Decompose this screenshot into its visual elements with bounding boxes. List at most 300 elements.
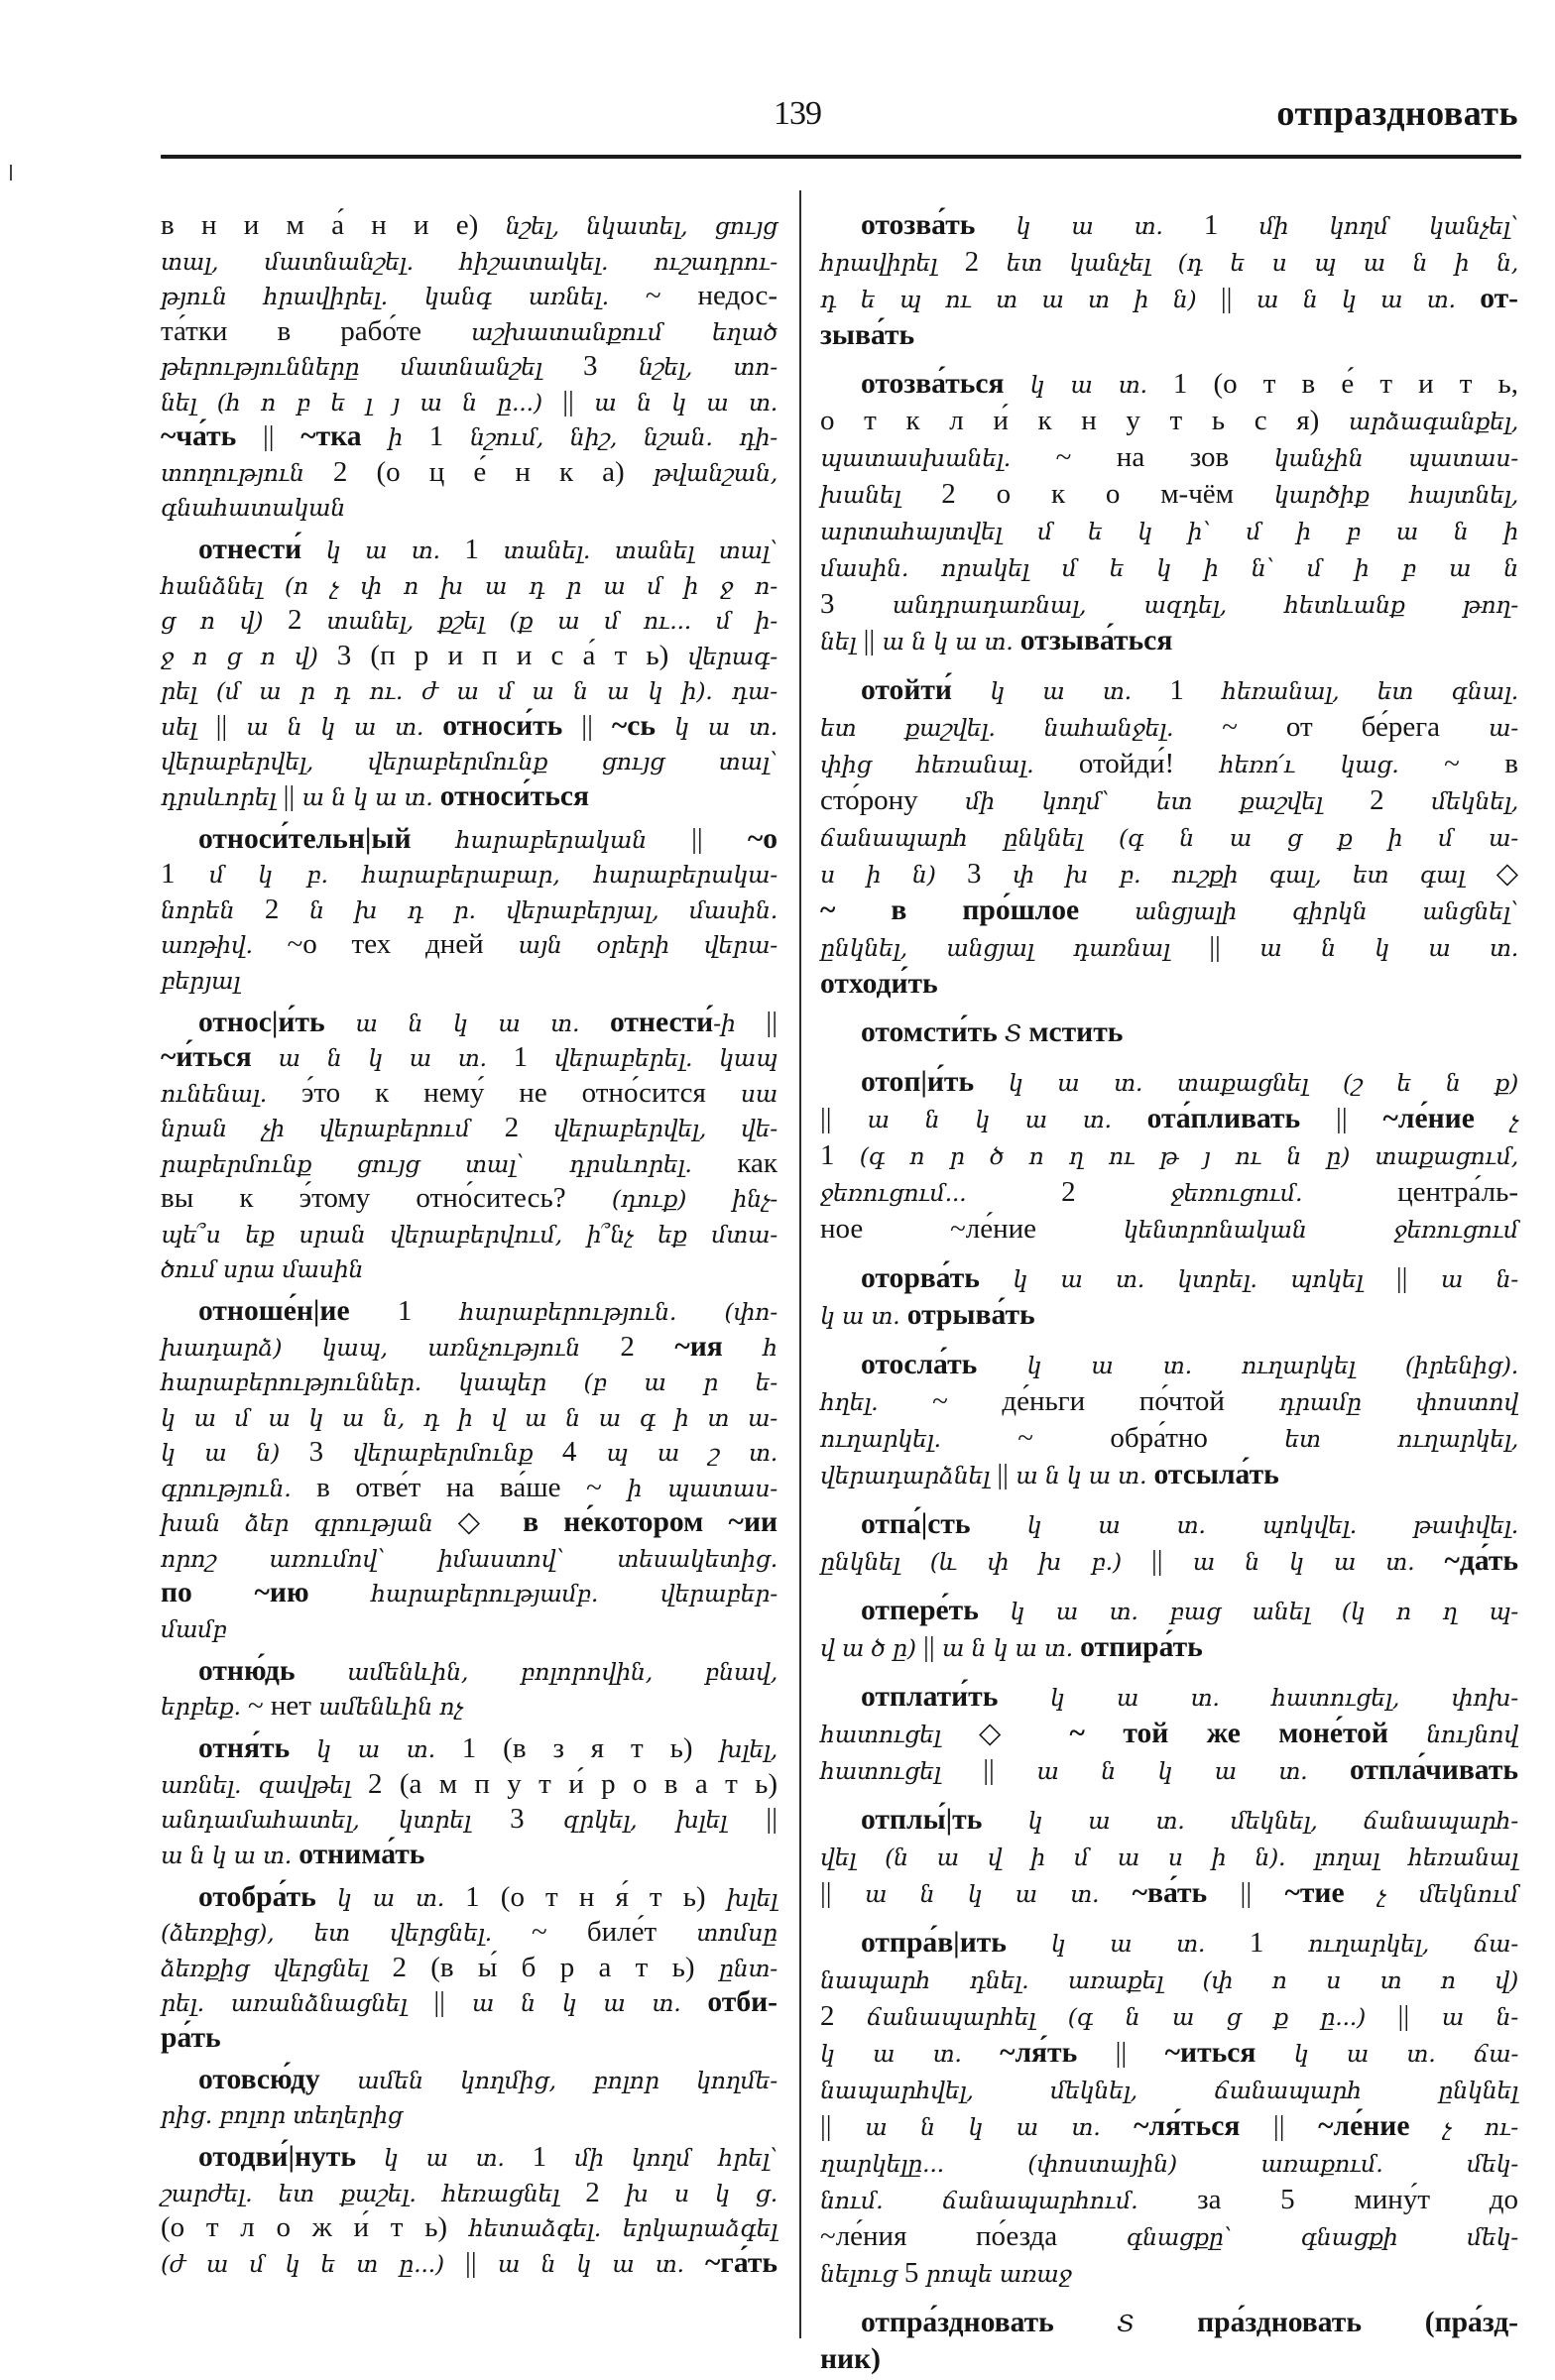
- entry-line: [161, 533, 778, 568]
- entry-line: [161, 603, 778, 639]
- armenian-text: րաբերմունք ցույց տալ՝ դրսևորել.: [161, 1149, 692, 1178]
- headword: зыва́ть: [820, 319, 915, 351]
- armenian-text: նույնով: [1426, 1721, 1519, 1748]
- entry-line: [161, 2021, 778, 2056]
- armenian-text: ա ն կ ա տ.: [941, 1634, 1073, 1662]
- armenian-text: ղարկելը... (փոստային) առաքում. մեկ-: [820, 2150, 1518, 2178]
- armenian-text: խ ս կ ց.: [625, 2179, 778, 2207]
- armenian-text: գնացքը՝ գնացքի մեկ-: [1126, 2223, 1518, 2251]
- entry-line: [820, 2341, 1518, 2377]
- armenian-text: կ ա տ.: [674, 712, 778, 741]
- entry-line: [820, 366, 1518, 403]
- russian-text: отойди́!: [1078, 748, 1175, 779]
- armenian-text: թյուն հրավիրել. կանգ առնել.: [161, 283, 609, 310]
- entry-line: [820, 1101, 1518, 1137]
- entry-line: [820, 403, 1518, 439]
- russian-text: ||: [820, 1103, 832, 1134]
- right-column: [820, 207, 1518, 2377]
- russian-text: 2 (а м п у т и́ р о в а т ь): [367, 1767, 778, 1800]
- armenian-text: ուղարկել.: [820, 1425, 941, 1453]
- entry-line: [161, 709, 778, 745]
- armenian-text: հարաբերություններ. կապեր (բ ա ր ե-: [161, 1368, 778, 1396]
- headword: относ|и́ть: [198, 1006, 325, 1038]
- headword: отнести́: [198, 534, 302, 565]
- dictionary-entry: [820, 1064, 1518, 1248]
- russian-text: в отве́т на ва́ше ~: [316, 1471, 602, 1503]
- armenian-text: ընկնել (և փ խ բ.): [820, 1548, 1122, 1576]
- armenian-text: ի պատաս-: [627, 1474, 778, 1502]
- entry-line: [161, 1400, 778, 1436]
- entry-line: [161, 1654, 778, 1690]
- russian-text: 1: [464, 534, 479, 565]
- entry-line: [161, 2097, 778, 2133]
- armenian-text: ա ն կ ա տ.: [864, 1880, 1100, 1908]
- dictionary-entry: [161, 1880, 778, 2056]
- armenian-text: սել: [161, 712, 197, 741]
- russian-text: ◇: [978, 1718, 1032, 1749]
- russian-text: ||: [433, 1986, 445, 2018]
- armenian-text: գրություն.: [161, 1474, 292, 1502]
- russian-text: ~ от бе́рега: [1222, 711, 1441, 743]
- russian-text: ||: [691, 822, 703, 855]
- armenian-text: կ ա տ. տաքացնել (շ ե ն ք): [1008, 1069, 1519, 1097]
- entry-line: [161, 2063, 778, 2098]
- russian-text: 2 о к о м-чём: [941, 478, 1235, 510]
- entry-line: [820, 2182, 1518, 2218]
- armenian-text: այն օրերի վերա-: [518, 931, 778, 959]
- russian-text: 1: [428, 420, 444, 452]
- entry-line: [161, 1951, 778, 1986]
- russian-text: 1: [1203, 209, 1219, 241]
- dictionary-entry: [161, 533, 778, 814]
- entry-line: [820, 1457, 1518, 1493]
- armenian-text: նրան չի վերաբերում: [161, 1115, 470, 1142]
- armenian-text: վերադարձնել: [820, 1462, 991, 1489]
- armenian-text: դրամը փոստով: [1278, 1388, 1519, 1416]
- entry-line: [161, 1365, 778, 1400]
- armenian-text: կ ա ն): [161, 1439, 280, 1467]
- headword: отойти́: [861, 674, 952, 706]
- dictionary-entry: [820, 1506, 1518, 1580]
- armenian-text: կ ա տ. ուղարկել (իրենից).: [1026, 1352, 1518, 1379]
- russian-text: ||: [983, 1754, 995, 1786]
- armenian-text: հետաձգել. երկարաձգել: [468, 2214, 778, 2242]
- entry-line: [820, 709, 1518, 746]
- dictionary-entry: [161, 1294, 778, 1646]
- armenian-text: նապարհ դնել. առաքել (փ ո ս տ ո վ): [820, 1966, 1518, 1994]
- armenian-text: ետ ուղարկել,: [1284, 1425, 1519, 1453]
- entry-line: [161, 1006, 778, 1041]
- armenian-text: ջեռուցում...: [820, 1179, 967, 1207]
- left-column: [161, 208, 778, 2281]
- entry-line: [820, 929, 1518, 966]
- armenian-text: նելուց: [820, 2260, 897, 2288]
- headword: отби-: [707, 1986, 778, 2018]
- armenian-text: -ի: [713, 1009, 736, 1037]
- armenian-text: անցյալի գիրկն անցնել՝: [1135, 897, 1519, 925]
- russian-text: в н и м а́ н и е): [161, 209, 479, 241]
- entry-line: [820, 782, 1518, 819]
- armenian-text: հեռո՛ւ կաց.: [1219, 751, 1399, 778]
- armenian-text: ամենևին ոչ: [318, 1693, 463, 1721]
- headword: ник): [820, 2343, 881, 2375]
- armenian-text: վ ա ծ ը): [820, 1634, 916, 1662]
- armenian-text: առթիվ.: [161, 931, 253, 959]
- entry-line: [820, 856, 1518, 892]
- armenian-text: չ մեկնում: [1376, 1880, 1519, 1908]
- armenian-text: մասին. որակել մ ե կ ի ն՝ մ ի բ ա ն: [820, 554, 1518, 582]
- russian-text: ||: [283, 779, 296, 812]
- russian-text: ~ де́ньги по́чтой: [932, 1385, 1225, 1417]
- armenian-text: ա ն կ ա տ.: [1259, 934, 1519, 962]
- entry-line: [820, 1137, 1518, 1174]
- armenian-text: ընտ-: [718, 1954, 778, 1982]
- headword: в не́котором ~ии: [523, 1506, 778, 1538]
- entry-line: [820, 207, 1518, 244]
- entry-line: [161, 279, 778, 314]
- headword: отня́ть: [198, 1732, 291, 1764]
- entry-line: [820, 623, 1518, 659]
- armenian-text: շարժել. ետ քաշել. հեռացնել: [161, 2179, 560, 2207]
- russian-text: э́то к нему́ не отно́сится: [300, 1076, 706, 1109]
- headword: ота́пливать: [1146, 1103, 1301, 1134]
- entry-line: [161, 1076, 778, 1112]
- armenian-text: ա ն կ ա տ.: [1192, 1548, 1415, 1576]
- russian-text: 1: [161, 858, 176, 890]
- headword: отходи́ть: [820, 968, 938, 1000]
- russian-text: 1: [1169, 674, 1184, 706]
- armenian-text: հանձնել (ո չ փ ո խ ա դ ր ա մ ի ջ ո-: [161, 571, 778, 600]
- armenian-text: ունենալ.: [161, 1079, 267, 1108]
- armenian-text: կ ա տ.: [1029, 371, 1147, 399]
- entry-line: [161, 314, 778, 350]
- armenian-text: կ ա տ. մեկնել, ճանապարհ-: [1027, 1807, 1519, 1835]
- armenian-text: կանչին պատաս-: [1273, 444, 1518, 472]
- russian-text: та́тки в рабо́те: [161, 314, 421, 347]
- armenian-text: խլել,: [719, 1735, 778, 1763]
- russian-text: 2: [1370, 784, 1384, 816]
- headword: отзыва́ться: [1019, 625, 1173, 656]
- armenian-text: փից հեռանալ.: [820, 751, 1034, 778]
- entry-line: [161, 1217, 778, 1252]
- armenian-text: նում. ճանապարհում.: [820, 2187, 1138, 2214]
- headword: ~ия: [674, 1330, 723, 1363]
- headword: ~тка: [300, 420, 362, 452]
- entry-line: [161, 963, 778, 999]
- armenian-text: վերաբերվել, վե-: [553, 1115, 778, 1142]
- armenian-text: ա ն կ ա տ.: [1016, 1462, 1147, 1489]
- armenian-text: կ ա տ.: [820, 1302, 900, 1330]
- headword: мстить: [1028, 1016, 1124, 1048]
- entry-line: [820, 2218, 1518, 2255]
- entry-line: [820, 439, 1518, 476]
- armenian-text: խլել: [726, 1883, 778, 1912]
- armenian-text: աշխատանքում եղած: [471, 317, 778, 346]
- russian-text: ||: [1272, 2110, 1285, 2142]
- entry-line: [820, 1998, 1518, 2035]
- entry-line: [820, 1752, 1518, 1789]
- russian-text: ~ нет: [247, 1690, 311, 1722]
- russian-text: ||: [766, 1803, 778, 1835]
- armenian-text: նշել, նկատել, ցույց: [505, 212, 778, 240]
- armenian-text: դրսևորել: [161, 782, 277, 811]
- armenian-text: կ ա տ.: [820, 2040, 962, 2068]
- headword: оторва́ть: [861, 1262, 980, 1294]
- entry-line: [161, 2210, 778, 2246]
- entry-line: [161, 892, 778, 928]
- dictionary-entry: [820, 207, 1518, 353]
- entry-line: [820, 1679, 1518, 1716]
- entry-line: [820, 1014, 1518, 1051]
- russian-text: ~ на зов: [1055, 441, 1230, 473]
- entry-line: [161, 822, 778, 858]
- scan-mark: [10, 165, 12, 180]
- entry-line: [161, 1767, 778, 1803]
- entry-line: [161, 1294, 778, 1330]
- entry-line: [161, 385, 778, 420]
- entry-line: [820, 2255, 1518, 2292]
- headword: отсыла́ть: [1153, 1459, 1279, 1490]
- armenian-text: նշել, տո-: [638, 353, 778, 381]
- russian-text: ное ~ле́ние: [820, 1213, 1037, 1245]
- dictionary-entry: [820, 1925, 1518, 2292]
- russian-text: ||: [863, 625, 876, 656]
- armenian-text: արտահայտվել մ ե կ ի՝ մ ի բ ա ն ի: [820, 518, 1518, 545]
- russian-text: ||: [1395, 1262, 1408, 1294]
- armenian-text: հարաբերությամբ. վերաբեր-: [371, 1580, 778, 1607]
- armenian-text: երբեք.: [161, 1693, 241, 1721]
- armenian-text: ա ն կ ա տ.: [471, 1989, 681, 2017]
- entry-line: [161, 1880, 778, 1916]
- armenian-text: ձեռքից վերցնել: [161, 1954, 369, 1982]
- entry-line: [820, 1593, 1518, 1629]
- entry-line: [820, 476, 1518, 513]
- armenian-text: կ ա մ ա կ ա ն, դ ի վ ա ն ա գ ի տ ա-: [161, 1403, 778, 1432]
- russian-text: 5: [903, 2257, 919, 2289]
- headword: ~ва́ть: [1132, 1877, 1208, 1909]
- russian-text: ||: [1220, 283, 1233, 314]
- armenian-text: ա ն կ ա տ.: [355, 1009, 580, 1037]
- armenian-text: ետ քաշվել. նահանջել.: [820, 714, 1174, 742]
- entry-line: [820, 819, 1518, 856]
- armenian-text: րել (մ ա ր դ ու. ժ ա մ ա ն ա կ ի). դա-: [161, 677, 778, 705]
- russian-text: ||: [262, 420, 275, 452]
- armenian-text: տոմսը: [696, 1919, 778, 1947]
- russian-text: 3: [967, 858, 982, 890]
- armenian-text: անդամահատել, կտրել: [161, 1806, 471, 1834]
- armenian-text: հ: [763, 1333, 778, 1362]
- entry-line: [161, 419, 778, 455]
- russian-text: центра́ль-: [1397, 1176, 1519, 1208]
- russian-text: как: [737, 1146, 778, 1179]
- armenian-text: կ ա տ.: [383, 2144, 505, 2172]
- entry-line: [820, 1875, 1518, 1912]
- armenian-text: մամբ: [161, 1614, 227, 1643]
- dictionary-entry: [161, 2140, 778, 2281]
- entry-line: [820, 513, 1518, 549]
- entry-line: [820, 1629, 1518, 1666]
- armenian-text: րել. առանձնացնել: [161, 1989, 408, 2017]
- entry-line: [820, 2035, 1518, 2072]
- entry-line: [820, 1064, 1518, 1101]
- entry-line: [820, 2108, 1518, 2145]
- column-divider: [799, 190, 801, 2338]
- russian-text: 1 (в з я т ь): [461, 1732, 693, 1764]
- entry-line: [820, 586, 1518, 623]
- entry-line: [820, 1925, 1518, 1962]
- armenian-text: ջ ո ց ո վ): [161, 642, 318, 670]
- armenian-text: ա ն-: [1440, 1265, 1519, 1293]
- armenian-text: կ ա տ.: [316, 1735, 435, 1763]
- russian-text: ~ обра́тно: [1017, 1422, 1208, 1454]
- armenian-text: հարաբերություն. (փո-: [459, 1298, 778, 1326]
- entry-line: [820, 1962, 1518, 1998]
- entry-line: [820, 1420, 1518, 1457]
- headword: отню́дь: [198, 1654, 296, 1687]
- entry-line: [820, 1506, 1518, 1543]
- dictionary-entry: [161, 2063, 778, 2133]
- entry-line: [161, 744, 778, 779]
- armenian-text: զրկել, խլել: [562, 1806, 728, 1834]
- armenian-text: չ ու-: [1443, 2113, 1519, 2141]
- russian-text: сто́рону: [820, 784, 918, 816]
- entry-line: [161, 1576, 778, 1611]
- armenian-text: ամենևին, բոլորովին, բնավ,: [347, 1657, 778, 1686]
- headword: относи́ть: [442, 709, 563, 742]
- headword: отнима́ть: [299, 1838, 425, 1870]
- russian-text: вы к э́тому отно́ситесь?: [161, 1182, 566, 1214]
- entry-line: [161, 857, 778, 892]
- russian-text: ~о тех дней: [287, 928, 484, 960]
- armenian-text: ի: [388, 423, 404, 451]
- russian-text: ||: [766, 1006, 778, 1038]
- armenian-text: ա ն կ ա տ.: [1036, 1757, 1308, 1785]
- russian-text: ||: [1240, 1877, 1253, 1909]
- armenian-text: ճանապարհ ընկնել (գ ն ա ց ք ի մ ա-: [820, 824, 1518, 852]
- russian-text: ||: [465, 2246, 477, 2279]
- armenian-text: որոշ առումով՝ իմաստով՝ տեսակետից.: [161, 1544, 778, 1573]
- armenian-text: ա ն կ ա տ.: [246, 712, 424, 741]
- dictionary-entry: [820, 1347, 1518, 1493]
- russian-text: ||: [1209, 931, 1221, 963]
- armenian-text: փ խ բ. ուշքի գալ, ետ գալ: [1013, 861, 1466, 889]
- armenian-text: սա: [740, 1079, 778, 1108]
- armenian-text: կ ա տ.: [1016, 212, 1163, 240]
- entry-line: [161, 1251, 778, 1287]
- russian-text: 2: [264, 892, 280, 925]
- headword: по ~ию: [161, 1577, 309, 1608]
- headword: ~ в про́шлое: [820, 894, 1080, 926]
- header-rule: [161, 155, 1521, 159]
- armenian-text: տանել, քշել (ք ա մ ու... մ ի-: [326, 607, 778, 635]
- armenian-text: նշում, նիշ, նշան. դի-: [469, 423, 778, 451]
- entry-line: [820, 892, 1518, 929]
- armenian-text: բերյալ: [161, 966, 241, 995]
- russian-text: (о т л о ж и́ т ь): [161, 2211, 448, 2243]
- armenian-text: նել: [820, 628, 857, 655]
- entry-line: [820, 1839, 1518, 1875]
- armenian-text: րոպե առաջ: [925, 2260, 1072, 2288]
- russian-text: ||: [1151, 1545, 1163, 1577]
- entry-line: [161, 927, 778, 963]
- armenian-text: խան ձեր գրության: [161, 1509, 433, 1537]
- armenian-text: խանել: [820, 481, 901, 509]
- russian-text: 3: [820, 588, 835, 620]
- armenian-text: վերաբերվել, վերաբերմունք ցույց տալ՝: [161, 748, 778, 775]
- entry-line: [820, 1174, 1518, 1211]
- armenian-text: կ ա տ. պոկվել. թափվել.: [1026, 1511, 1519, 1539]
- armenian-text: ա ն կ ա տ.: [865, 2113, 1101, 2141]
- armenian-text: հատուցել: [820, 1757, 941, 1785]
- entry-line: [820, 1347, 1518, 1383]
- russian-text: 3: [510, 1803, 525, 1835]
- dictionary-entry: [820, 1679, 1518, 1789]
- headword: отнести́: [609, 1006, 714, 1038]
- headword: отпра́в|ить: [861, 1927, 1007, 1959]
- russian-text: ||: [923, 1631, 935, 1663]
- entry-line: [820, 746, 1518, 782]
- armenian-text: պ ա շ տ.: [606, 1439, 778, 1467]
- armenian-text: տանել. տանել տալ՝: [503, 536, 778, 564]
- russian-text: ◇: [457, 1506, 498, 1538]
- russian-text: 3 (п р и п и с а́ т ь): [336, 639, 669, 671]
- armenian-text: նորեն: [161, 895, 235, 924]
- russian-text: 1 (о т в е́ т и т ь,: [1172, 368, 1518, 400]
- dictionary-entry: [820, 1014, 1518, 1051]
- dictionary-entry: [161, 208, 778, 526]
- headword: ~иться: [1164, 2037, 1256, 2069]
- armenian-text: մի կողմ կանչել՝: [1258, 212, 1519, 240]
- armenian-text: ա ն կ ա տ.: [161, 1841, 292, 1869]
- armenian-text: ա-: [1489, 714, 1518, 742]
- dictionary-entry: [820, 1260, 1518, 1334]
- armenian-text: դ ե պ ու տ ա տ ի ն): [820, 286, 1197, 313]
- armenian-text: Տ: [1005, 1019, 1022, 1047]
- armenian-text: կ ա տ.: [1050, 1930, 1206, 1958]
- headword: ~сь: [611, 709, 657, 742]
- entry-line: [820, 317, 1518, 353]
- dictionary-entry: [161, 1006, 778, 1287]
- russian-text: 1 (о т н я́ т ь): [465, 1880, 706, 1913]
- entry-line: [161, 1181, 778, 1217]
- entry-line: [161, 1915, 778, 1951]
- entry-line: [161, 1611, 778, 1647]
- russian-text: ||: [1115, 2037, 1128, 2069]
- entry-line: [161, 1802, 778, 1838]
- russian-text: ~ле́ния по́езда: [820, 2220, 1058, 2252]
- entry-line: [161, 2246, 778, 2282]
- headword: отплы́|ть: [861, 1804, 983, 1836]
- entry-line: [820, 672, 1518, 709]
- armenian-text: վել (ն ա վ ի մ ա ս ի ն). լողալ հեռանալ: [820, 1844, 1518, 1871]
- entry-line: [820, 966, 1518, 1002]
- armenian-text: ն խ դ ր. վերաբերյալ, մասին.: [308, 895, 778, 924]
- russian-text: ||: [1336, 1103, 1348, 1134]
- russian-text: ||: [1397, 2000, 1410, 2032]
- entry-line: [161, 1146, 778, 1182]
- armenian-text: (ձեռքից), ետ վերցնել.: [161, 1919, 492, 1947]
- entry-line: [161, 455, 778, 491]
- armenian-text: կ ա տ. հատուցել, փոխ-: [1049, 1684, 1519, 1712]
- russian-text: ||: [997, 1459, 1009, 1490]
- entry-line: [161, 1330, 778, 1366]
- headword: отоп|и́ть: [861, 1066, 975, 1098]
- armenian-text: գնահատական: [161, 494, 346, 522]
- russian-text: 2: [1061, 1176, 1076, 1208]
- armenian-text: անդրադառնալ, ազդել, հետևանք թող-: [892, 591, 1519, 619]
- russian-text: ||: [581, 709, 593, 742]
- armenian-text: վերագ-: [687, 642, 778, 670]
